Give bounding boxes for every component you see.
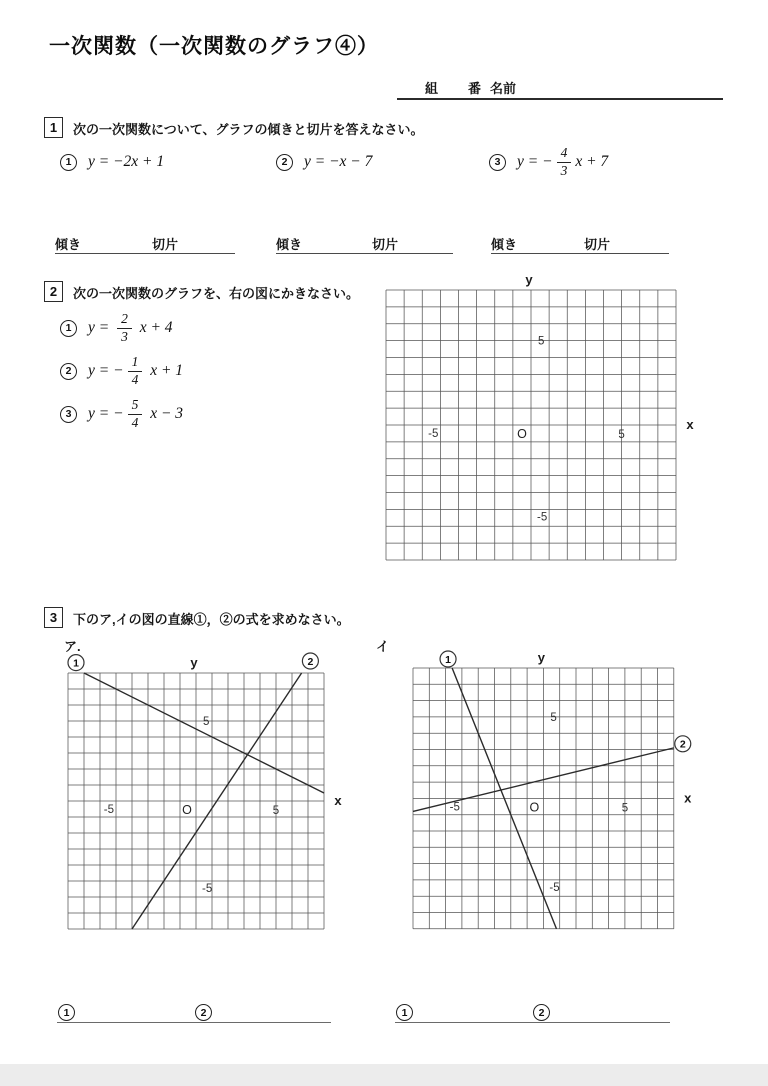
line-number-label: 2 (679, 738, 686, 751)
page-bottom-edge (0, 1064, 768, 1086)
circled-number: 1 (58, 1004, 75, 1021)
intercept-label: 切片 (584, 237, 611, 252)
line-number-label: 1 (73, 657, 79, 670)
equation-pre: y = − (88, 405, 124, 422)
circled-number: 2 (195, 1004, 212, 1021)
fraction-denominator: 4 (131, 371, 139, 387)
grid-lines (386, 290, 676, 560)
fraction-denominator: 3 (560, 162, 568, 178)
circled-number: 1 (396, 1004, 413, 1021)
equation-text: y = −2x + 1 (88, 153, 165, 170)
equation-text: y = −x − 7 (304, 153, 373, 170)
q1-answer-group-1 (55, 233, 235, 254)
x-plus5-label: 5 (618, 429, 625, 441)
origin-label: O (517, 427, 527, 441)
grid-lines (413, 668, 674, 929)
line-number-label: 1 (445, 653, 451, 666)
q3-prompt: 下のア,イの図の直線①，②の式を求めなさい。 (73, 612, 350, 627)
grid-lines (68, 673, 324, 929)
circled-number: 1 (60, 154, 77, 171)
origin-label: O (182, 803, 192, 817)
y-minus5-label: -5 (537, 511, 548, 524)
y-plus5-label: 5 (550, 711, 557, 724)
y-axis-label: y (190, 655, 198, 670)
q3-number-box: 3 (44, 607, 63, 628)
axis-labels (450, 650, 693, 894)
q1-number-box: 1 (44, 117, 63, 138)
x-axis-label: x (684, 790, 692, 806)
slope-label: 傾き (276, 237, 303, 252)
equation-pre: y = − (88, 362, 124, 379)
q3-answers-a (57, 1002, 331, 1023)
x-plus5-label: 5 (621, 802, 629, 815)
circled-number: 3 (489, 154, 506, 171)
equation-post: x + 1 (146, 362, 184, 379)
equation-post: x − 3 (146, 405, 184, 422)
fraction (557, 145, 572, 178)
intercept-label: 切片 (372, 237, 399, 252)
circled-number: 2 (276, 154, 293, 171)
q3-answers-i (395, 1002, 670, 1023)
line-number-label: 2 (307, 655, 314, 668)
equation-pre: y = − (517, 153, 553, 170)
q1-equation-1 (60, 138, 164, 186)
x-axis-label: x (686, 417, 694, 432)
circled-number: 1 (60, 320, 77, 337)
circled-number: 3 (60, 406, 77, 423)
q2-equation-2 (60, 351, 183, 391)
y-minus5-label: -5 (549, 881, 560, 894)
name-field (397, 74, 723, 100)
y-axis-label: y (525, 272, 533, 287)
q2-equation-3 (60, 394, 183, 434)
circled-number: 2 (60, 363, 77, 380)
x-minus5-label: -5 (103, 804, 114, 816)
intercept-label: 切片 (152, 237, 179, 252)
fraction (128, 354, 143, 387)
fraction (128, 397, 143, 430)
fraction-numerator: 5 (128, 397, 143, 414)
q1-equation-3 (489, 138, 608, 186)
y-plus5-label: 5 (203, 716, 210, 728)
q2-coordinate-grid (376, 270, 706, 570)
equation-post: x + 7 (575, 153, 609, 170)
figure-a-graph (58, 648, 350, 940)
figure-i-graph (403, 645, 699, 941)
fraction (117, 311, 132, 344)
axis-labels (104, 655, 343, 895)
q2-prompt: 次の一次関数のグラフを、右の図にかきなさい。 (73, 286, 360, 301)
q1-answer-group-3 (491, 233, 669, 254)
slope-label: 傾き (55, 237, 82, 252)
number-label: 番 (468, 81, 482, 96)
q2-number-box: 2 (44, 281, 63, 302)
x-axis-label: x (334, 793, 342, 808)
figure-i-label: イ (376, 639, 390, 654)
origin-label: O (529, 800, 540, 815)
y-axis-label: y (537, 650, 546, 665)
x-minus5-label: -5 (449, 801, 460, 814)
y-plus5-label: 5 (538, 335, 545, 348)
equation-pre: y = (88, 319, 114, 336)
equation-post: x + 4 (135, 319, 173, 336)
y-minus5-label: -5 (202, 883, 213, 895)
figure-a-label: ア. (64, 639, 81, 654)
class-label: 組 (425, 81, 439, 96)
page-title: 一次関数（一次関数のグラフ④） (49, 35, 379, 58)
fraction-numerator: 4 (557, 145, 572, 162)
graph-line-1 (84, 673, 324, 793)
q1-answer-group-2 (276, 233, 453, 254)
fraction-numerator: 1 (128, 354, 143, 371)
x-plus5-label: 5 (272, 805, 280, 817)
slope-label: 傾き (491, 237, 518, 252)
x-minus5-label: -5 (428, 428, 439, 440)
q1-equation-2 (276, 138, 372, 186)
q2-equation-1 (60, 308, 173, 348)
name-label: 名前 (490, 81, 517, 96)
axis-labels (428, 272, 694, 523)
q1-prompt: 次の一次関数について、グラフの傾きと切片を答えなさい。 (73, 122, 424, 137)
circled-number: 2 (533, 1004, 550, 1021)
fraction-denominator: 3 (121, 328, 128, 344)
fraction-denominator: 4 (131, 414, 139, 430)
fraction-numerator: 2 (117, 311, 132, 328)
